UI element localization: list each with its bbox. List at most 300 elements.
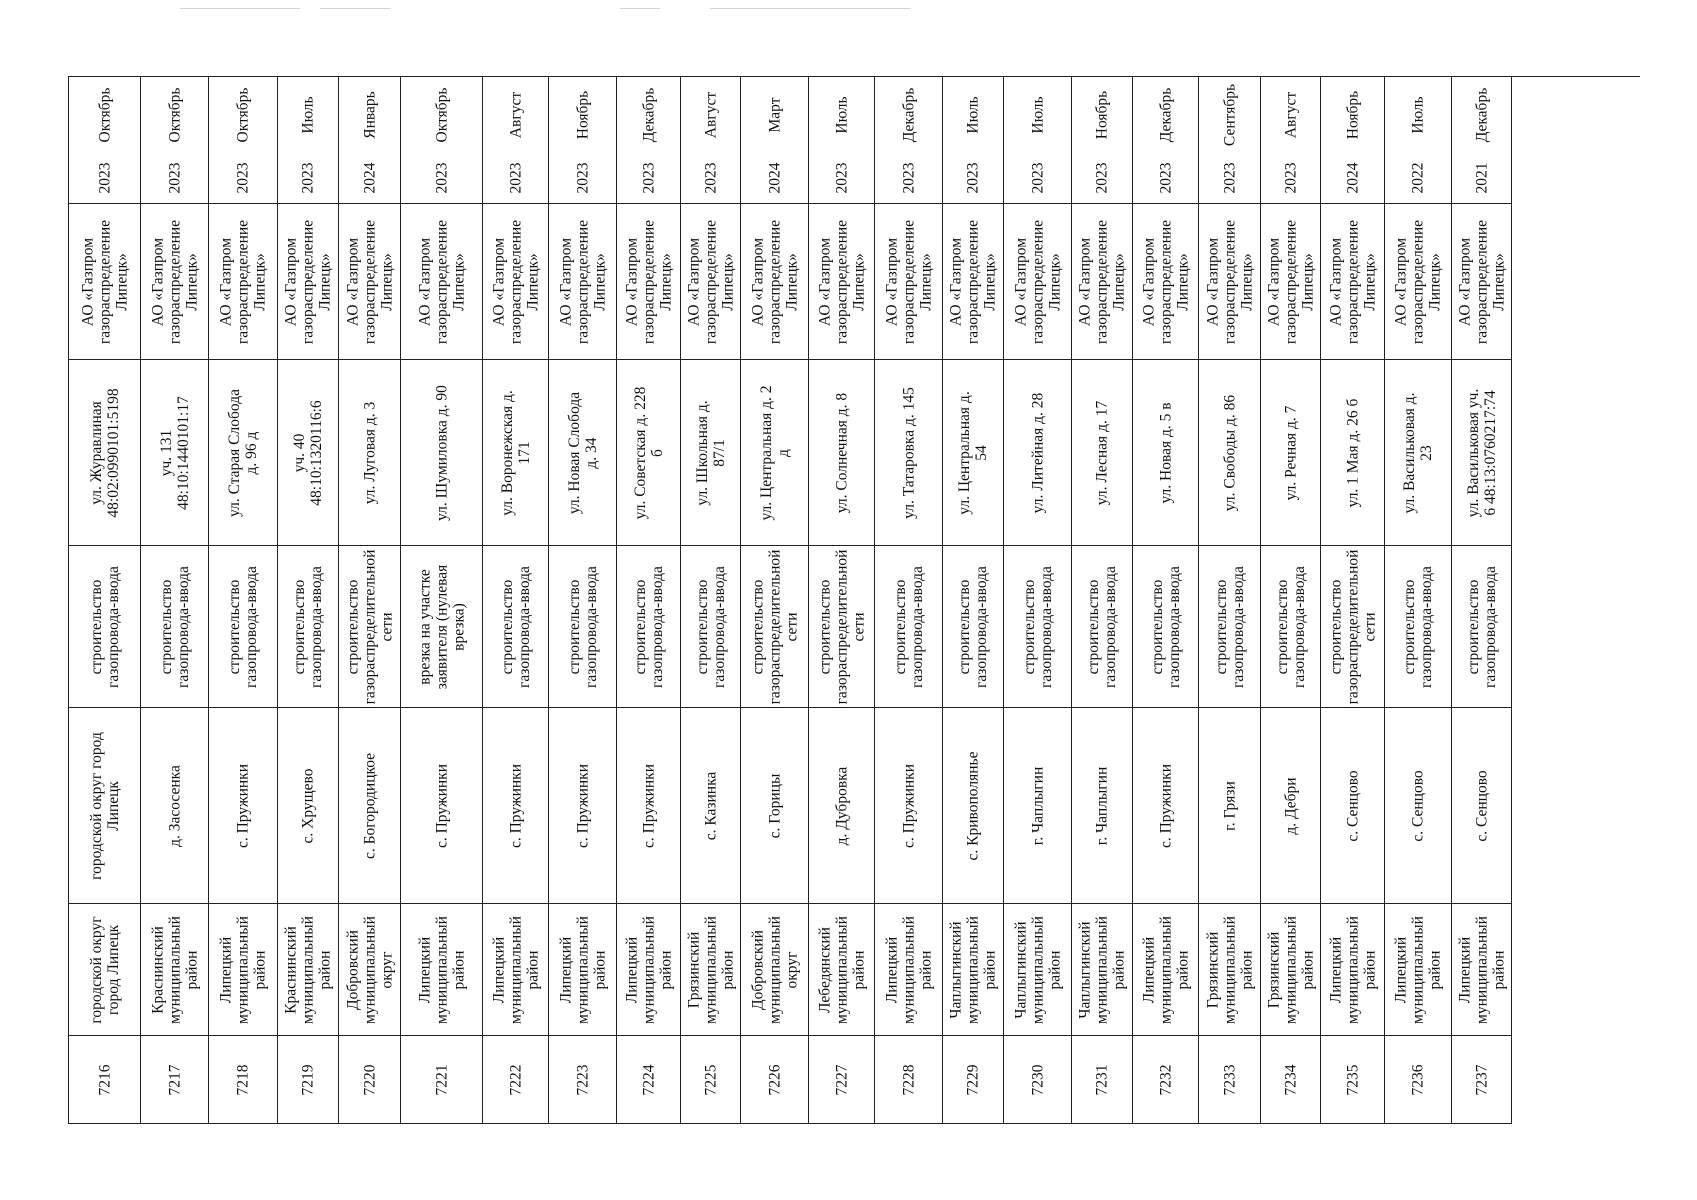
year-cell — [1261, 152, 1320, 204]
table-row — [1452, 77, 1512, 1124]
district-cell-text: Лебедянский муниципальный район — [816, 915, 867, 1024]
organization-cell-text: АО «Газпром газораспределение Липецк» — [1204, 219, 1255, 344]
month-cell-text: Ноябрь — [1344, 90, 1361, 139]
table-row — [741, 77, 809, 1124]
locality-cell — [1199, 708, 1260, 904]
scan-artifact — [620, 8, 660, 9]
year-cell — [943, 152, 1003, 204]
month-cell-text: Октябрь — [234, 87, 252, 142]
month-cell-text: Сентябрь — [1221, 83, 1238, 146]
work-type-cell-text: строительство газопровода-ввода — [1401, 565, 1435, 688]
organization-cell-text: АО «Газпром газораспределение Липецк» — [416, 219, 467, 344]
district-cell-text: Грязинский муниципальный район — [685, 915, 736, 1024]
month-cell — [549, 77, 616, 152]
district-cell-text: Липецкий муниципальный район — [1392, 915, 1444, 1024]
address-cell-text: ул. Речная д. 7 — [1282, 405, 1299, 500]
work-type-cell-text: строительство газопровода-ввода — [1273, 565, 1308, 688]
work-type-cell — [141, 546, 208, 708]
record-number-text: 7219 — [299, 1064, 317, 1095]
organization-cell-text: АО «Газпром газораспределение Липецк» — [1456, 219, 1507, 344]
work-type-cell — [209, 546, 277, 708]
month-cell-text: Ноябрь — [574, 90, 591, 139]
table-row — [1199, 77, 1261, 1124]
locality-cell — [1261, 708, 1320, 904]
year-cell — [1452, 152, 1511, 204]
address-cell — [549, 360, 616, 546]
year-cell-text: 2023 — [166, 162, 183, 193]
month-cell — [1199, 77, 1260, 152]
record-number — [1072, 1036, 1132, 1124]
organization-cell-text: АО «Газпром газораспределение Липецк» — [816, 219, 867, 344]
address-cell — [141, 360, 208, 546]
district-cell — [1133, 904, 1198, 1036]
record-number — [339, 1036, 400, 1124]
work-type-cell — [1261, 546, 1320, 708]
table-row — [1321, 77, 1385, 1124]
month-cell-text: Январь — [361, 90, 378, 139]
address-cell — [943, 360, 1003, 546]
month-cell — [1261, 77, 1320, 152]
address-cell-text: ул. Шумиловка д. 90 — [433, 384, 450, 521]
district-cell-text: Грязинский муниципальный район — [1204, 915, 1255, 1024]
locality-cell-text: д. Дебри — [1282, 776, 1299, 835]
district-cell-text: Краснинский муниципальный район — [282, 915, 334, 1024]
month-cell-text: Август — [1282, 91, 1299, 138]
table-row — [141, 77, 209, 1124]
organization-cell — [809, 204, 874, 360]
work-type-cell-text: строительство газораспределительной сети — [1327, 549, 1378, 704]
locality-cell — [69, 708, 140, 904]
organization-cell-text: АО «Газпром газораспределение Липецк» — [1327, 219, 1378, 344]
address-cell — [1072, 360, 1132, 546]
year-cell-text: 2023 — [900, 162, 917, 193]
record-number-text: 7216 — [96, 1064, 113, 1095]
year-cell-text: 2023 — [574, 162, 591, 193]
gas-connection-table — [68, 76, 1640, 1124]
year-cell-text: 2023 — [702, 162, 719, 193]
record-number-text: 7229 — [964, 1064, 982, 1095]
work-type-cell — [875, 546, 942, 708]
record-number — [483, 1036, 548, 1124]
month-cell-text: Июль — [833, 95, 850, 134]
district-cell-text: Липецкий муниципальный район — [557, 915, 608, 1024]
record-number — [1133, 1036, 1198, 1124]
month-cell — [875, 77, 942, 152]
record-number-text: 7237 — [1473, 1064, 1490, 1095]
work-type-cell-text: строительство газопровода-ввода — [498, 565, 533, 688]
month-cell — [69, 77, 140, 152]
address-cell — [1385, 360, 1451, 546]
address-cell — [209, 360, 277, 546]
year-cell-text: 2024 — [1344, 162, 1361, 193]
record-number — [1261, 1036, 1320, 1124]
organization-cell-text: АО «Газпром газораспределение Липецк» — [344, 219, 395, 344]
year-cell-text: 2023 — [234, 162, 252, 193]
locality-cell — [483, 708, 548, 904]
record-number — [1199, 1036, 1260, 1124]
district-cell — [549, 904, 616, 1036]
organization-cell — [1385, 204, 1451, 360]
record-number — [69, 1036, 140, 1124]
address-cell — [69, 360, 140, 546]
locality-cell — [809, 708, 874, 904]
locality-cell-text: городской округ город Липецк — [87, 731, 122, 880]
table-row — [1385, 77, 1452, 1124]
address-cell-text: ул. Свободы д. 86 — [1221, 394, 1238, 511]
district-cell — [69, 904, 140, 1036]
address-cell-text: ул. Литейная д. 28 — [1029, 392, 1046, 513]
address-cell — [809, 360, 874, 546]
work-type-cell — [1321, 546, 1384, 708]
record-number-text: 7224 — [640, 1064, 657, 1095]
address-cell-text: ул. Новая д. 5 в — [1157, 401, 1174, 504]
organization-cell — [1199, 204, 1260, 360]
work-type-cell — [1385, 546, 1451, 708]
record-number — [875, 1036, 942, 1124]
locality-cell-text: д. Засосенка — [166, 764, 183, 847]
record-number-text: 7218 — [234, 1064, 252, 1095]
year-cell-text: 2023 — [833, 162, 850, 193]
address-cell-text: ул. Старая Слобода д. 96 д — [226, 388, 260, 517]
organization-cell-text: АО «Газпром газораспределение Липецк» — [490, 219, 541, 344]
organization-cell — [875, 204, 942, 360]
address-cell-text: ул. Советская д. 228 б — [631, 386, 666, 519]
locality-cell-text: г. Грязи — [1221, 780, 1238, 831]
table-row — [875, 77, 943, 1124]
record-number-text: 7228 — [900, 1064, 917, 1095]
month-cell — [1072, 77, 1132, 152]
district-cell — [483, 904, 548, 1036]
organization-cell-text: АО «Газпром газораспределение Липецк» — [1140, 219, 1191, 344]
district-cell — [943, 904, 1003, 1036]
organization-cell-text: АО «Газпром газораспределение Липецк» — [217, 219, 269, 344]
work-type-cell — [549, 546, 616, 708]
district-cell-text: Добровский муниципальный округ — [749, 915, 800, 1024]
organization-cell-text: АО «Газпром газораспределение Липецк» — [883, 219, 934, 344]
organization-cell — [1072, 204, 1132, 360]
address-cell-text: ул. Воронежская д. 171 — [498, 389, 533, 516]
locality-cell-text: с. Кривополянье — [964, 751, 982, 860]
district-cell — [401, 904, 482, 1036]
month-cell-text: Декабрь — [640, 87, 657, 142]
year-cell-text: 2023 — [299, 162, 317, 193]
month-cell — [141, 77, 208, 152]
table-row — [617, 77, 681, 1124]
year-cell-text: 2023 — [1093, 162, 1111, 193]
address-cell — [1004, 360, 1071, 546]
organization-cell — [339, 204, 400, 360]
organization-cell-text: АО «Газпром газораспределение Липецк» — [947, 219, 999, 344]
month-cell-text: Июль — [299, 95, 317, 134]
district-cell-text: Грязинский муниципальный район — [1265, 915, 1316, 1024]
year-cell — [809, 152, 874, 204]
work-type-cell — [681, 546, 740, 708]
district-cell — [278, 904, 338, 1036]
address-cell-text: ул. Лесная д. 17 — [1093, 400, 1111, 505]
month-cell — [401, 77, 482, 152]
organization-cell-text: АО «Газпром газораспределение Липецк» — [1012, 219, 1063, 344]
organization-cell — [681, 204, 740, 360]
scan-artifact — [710, 8, 910, 9]
district-cell-text: городской округ город Липецк — [87, 915, 122, 1024]
locality-cell-text: с. Казинка — [702, 771, 719, 840]
work-type-cell-text: строительство газопровода-ввода — [226, 565, 260, 688]
table-row — [401, 77, 483, 1124]
organization-cell — [741, 204, 808, 360]
record-number — [1385, 1036, 1451, 1124]
year-cell — [1072, 152, 1132, 204]
year-cell — [141, 152, 208, 204]
record-number-text: 7223 — [574, 1064, 591, 1095]
work-type-cell — [943, 546, 1003, 708]
month-cell — [741, 77, 808, 152]
district-cell-text: Липецкий муниципальный район — [1327, 915, 1378, 1024]
address-cell-text: уч. 40 48:10:1320116:6 — [291, 399, 325, 506]
month-cell-text: Март — [766, 97, 783, 132]
district-cell — [617, 904, 680, 1036]
work-type-cell — [1072, 546, 1132, 708]
organization-cell-text: АО «Газпром газораспределение Липецк» — [749, 219, 800, 344]
district-cell — [141, 904, 208, 1036]
month-cell-text: Ноябрь — [1093, 90, 1111, 139]
year-cell-text: 2022 — [1409, 162, 1427, 193]
table-row — [339, 77, 401, 1124]
table-row — [809, 77, 875, 1124]
district-cell-text: Липецкий муниципальный район — [1456, 915, 1507, 1024]
record-number-text: 7236 — [1409, 1064, 1427, 1095]
address-cell — [1452, 360, 1511, 546]
record-number-text: 7217 — [166, 1064, 183, 1095]
year-cell — [401, 152, 482, 204]
record-number-text: 7222 — [507, 1064, 524, 1095]
table-row — [943, 77, 1004, 1124]
district-cell-text: Добровский муниципальный округ — [344, 915, 395, 1024]
address-cell — [617, 360, 680, 546]
record-number — [1452, 1036, 1511, 1124]
year-cell-text: 2023 — [640, 162, 657, 193]
year-cell-text: 2023 — [507, 162, 524, 193]
work-type-cell-text: строительство газораспределительной сети — [749, 549, 800, 704]
year-cell — [339, 152, 400, 204]
table-row — [209, 77, 278, 1124]
work-type-cell-text: строительство газопровода-ввода — [1085, 565, 1119, 688]
locality-cell — [1004, 708, 1071, 904]
year-cell-text: 2023 — [433, 162, 450, 193]
month-cell-text: Декабрь — [1473, 87, 1490, 142]
table-row — [483, 77, 549, 1124]
organization-cell — [483, 204, 548, 360]
month-cell — [1321, 77, 1384, 152]
month-cell-text: Август — [702, 91, 719, 138]
work-type-cell-text: строительство газораспределительной сети — [344, 549, 395, 704]
month-cell-text: Июль — [1029, 95, 1046, 134]
work-type-cell-text: строительство газопровода-ввода — [631, 565, 666, 688]
district-cell — [209, 904, 277, 1036]
organization-cell — [1452, 204, 1511, 360]
record-number — [141, 1036, 208, 1124]
district-cell — [1261, 904, 1320, 1036]
month-cell — [1004, 77, 1071, 152]
year-cell — [549, 152, 616, 204]
address-cell — [1321, 360, 1384, 546]
year-cell-text: 2024 — [361, 162, 378, 193]
address-cell — [1133, 360, 1198, 546]
address-cell-text: ул. Центральная д. 54 — [956, 390, 990, 515]
year-cell — [875, 152, 942, 204]
organization-cell — [1004, 204, 1071, 360]
year-cell-text: 2024 — [766, 162, 783, 193]
organization-cell-text: АО «Газпром газораспределение Липецк» — [1392, 219, 1444, 344]
year-cell — [617, 152, 680, 204]
locality-cell-text: с. Хрущево — [299, 768, 317, 843]
locality-cell-text: с. Пружинки — [234, 763, 252, 848]
table-row — [681, 77, 741, 1124]
locality-cell — [875, 708, 942, 904]
organization-cell — [943, 204, 1003, 360]
work-type-cell-text: строительство газопровода-ввода — [565, 565, 600, 688]
district-cell-text: Липецкий муниципальный район — [883, 915, 934, 1024]
address-cell — [741, 360, 808, 546]
month-cell-text: Октябрь — [433, 87, 450, 142]
address-cell-text: ул. Новая Слобода д. 34 — [565, 391, 600, 514]
address-cell-text: ул. Васильковая уч. 6 48:13:0760217:74 — [1464, 388, 1499, 517]
record-number — [809, 1036, 874, 1124]
locality-cell — [1321, 708, 1384, 904]
locality-cell — [617, 708, 680, 904]
organization-cell-text: АО «Газпром газораспределение Липецк» — [623, 219, 674, 344]
record-number — [401, 1036, 482, 1124]
locality-cell-text: с. Сенцово — [1409, 769, 1427, 842]
district-cell-text: Чаплыгинский муниципальный район — [947, 915, 999, 1024]
work-type-cell — [278, 546, 338, 708]
locality-cell-text: г. Чаплыгин — [1093, 766, 1111, 845]
work-type-cell — [401, 546, 482, 708]
table-row — [69, 77, 141, 1124]
organization-cell — [141, 204, 208, 360]
month-cell — [1452, 77, 1511, 152]
work-type-cell — [483, 546, 548, 708]
table-row — [549, 77, 617, 1124]
year-cell-text: 2023 — [1221, 162, 1238, 193]
address-cell — [401, 360, 482, 546]
district-cell — [1199, 904, 1260, 1036]
record-number-text: 7234 — [1282, 1064, 1299, 1095]
work-type-cell — [1133, 546, 1198, 708]
work-type-cell-text: строительство газопровода-ввода — [956, 565, 990, 688]
locality-cell-text: с. Пружинки — [574, 763, 591, 848]
record-number-text: 7231 — [1093, 1064, 1111, 1095]
address-cell — [483, 360, 548, 546]
address-cell-text: ул. Васильковая д. 23 — [1401, 392, 1435, 514]
month-cell — [339, 77, 400, 152]
month-cell — [278, 77, 338, 152]
address-cell — [681, 360, 740, 546]
locality-cell-text: с. Сенцово — [1344, 769, 1361, 842]
district-cell — [809, 904, 874, 1036]
work-type-cell-text: врезка на участке заявителя (нулевая врезка) — [416, 564, 467, 689]
work-type-cell-text: строительство газопровода-ввода — [1020, 565, 1055, 688]
month-cell-text: Октябрь — [96, 87, 113, 142]
month-cell-text: Июль — [964, 95, 982, 134]
organization-cell-text: АО «Газпром газораспределение Липецк» — [149, 219, 200, 344]
locality-cell — [141, 708, 208, 904]
district-cell — [681, 904, 740, 1036]
year-cell — [483, 152, 548, 204]
locality-cell — [209, 708, 277, 904]
district-cell-text: Липецкий муниципальный район — [217, 915, 269, 1024]
year-cell — [1321, 152, 1384, 204]
address-cell-text: ул. Центральная д. 2 д — [757, 384, 792, 521]
month-cell — [681, 77, 740, 152]
district-cell — [875, 904, 942, 1036]
address-cell — [1199, 360, 1260, 546]
record-number-text: 7221 — [433, 1064, 450, 1095]
month-cell — [209, 77, 277, 152]
record-number-text: 7227 — [833, 1064, 850, 1095]
year-cell-text: 2023 — [1282, 162, 1299, 193]
record-number — [741, 1036, 808, 1124]
year-cell-text: 2023 — [1029, 162, 1046, 193]
locality-cell — [278, 708, 338, 904]
month-cell-text: Июль — [1409, 95, 1427, 134]
address-cell-text: ул. Татаровка д. 145 — [900, 386, 917, 519]
locality-cell — [943, 708, 1003, 904]
locality-cell — [1133, 708, 1198, 904]
locality-cell — [339, 708, 400, 904]
work-type-cell-text: строительство газопровода-ввода — [693, 565, 728, 688]
record-number — [209, 1036, 277, 1124]
organization-cell — [1321, 204, 1384, 360]
table-row — [1133, 77, 1199, 1124]
address-cell-text: ул. 1 Мая д. 26 б — [1344, 398, 1361, 507]
record-number-text: 7226 — [766, 1064, 783, 1095]
organization-cell-text: АО «Газпром газораспределение Липецк» — [685, 219, 736, 344]
address-cell — [339, 360, 400, 546]
work-type-cell-text: строительство газопровода-ввода — [1212, 565, 1247, 688]
organization-cell-text: АО «Газпром газораспределение Липецк» — [1265, 219, 1316, 344]
locality-cell-text: с. Сенцово — [1473, 769, 1490, 842]
locality-cell-text: с. Пружинки — [900, 763, 917, 848]
locality-cell — [401, 708, 482, 904]
district-cell-text: Липецкий муниципальный район — [416, 915, 467, 1024]
table-row — [1261, 77, 1321, 1124]
organization-cell — [401, 204, 482, 360]
year-cell-text: 2023 — [1157, 162, 1174, 193]
address-cell — [875, 360, 942, 546]
district-cell-text: Чаплыгинский муниципальный район — [1012, 915, 1063, 1024]
record-number — [278, 1036, 338, 1124]
locality-cell-text: г. Чаплыгин — [1029, 766, 1046, 845]
locality-cell-text: с. Пружинки — [640, 763, 657, 848]
organization-cell-text: АО «Газпром газораспределение Липецк» — [79, 219, 130, 344]
locality-cell — [1072, 708, 1132, 904]
organization-cell — [209, 204, 277, 360]
work-type-cell — [617, 546, 680, 708]
scan-artifact — [180, 8, 300, 9]
record-number — [681, 1036, 740, 1124]
address-cell-text: ул. Солнечная д. 8 — [833, 392, 850, 513]
table-row — [278, 77, 339, 1124]
organization-cell-text: АО «Газпром газораспределение Липецк» — [282, 219, 334, 344]
record-number-text: 7233 — [1221, 1064, 1238, 1095]
address-cell — [278, 360, 338, 546]
table-row — [1004, 77, 1072, 1124]
locality-cell-text: с. Пружинки — [433, 763, 450, 848]
year-cell — [741, 152, 808, 204]
year-cell-text: 2021 — [1473, 162, 1490, 193]
table-row — [1072, 77, 1133, 1124]
locality-cell-text: с. Пружинки — [1157, 763, 1174, 848]
